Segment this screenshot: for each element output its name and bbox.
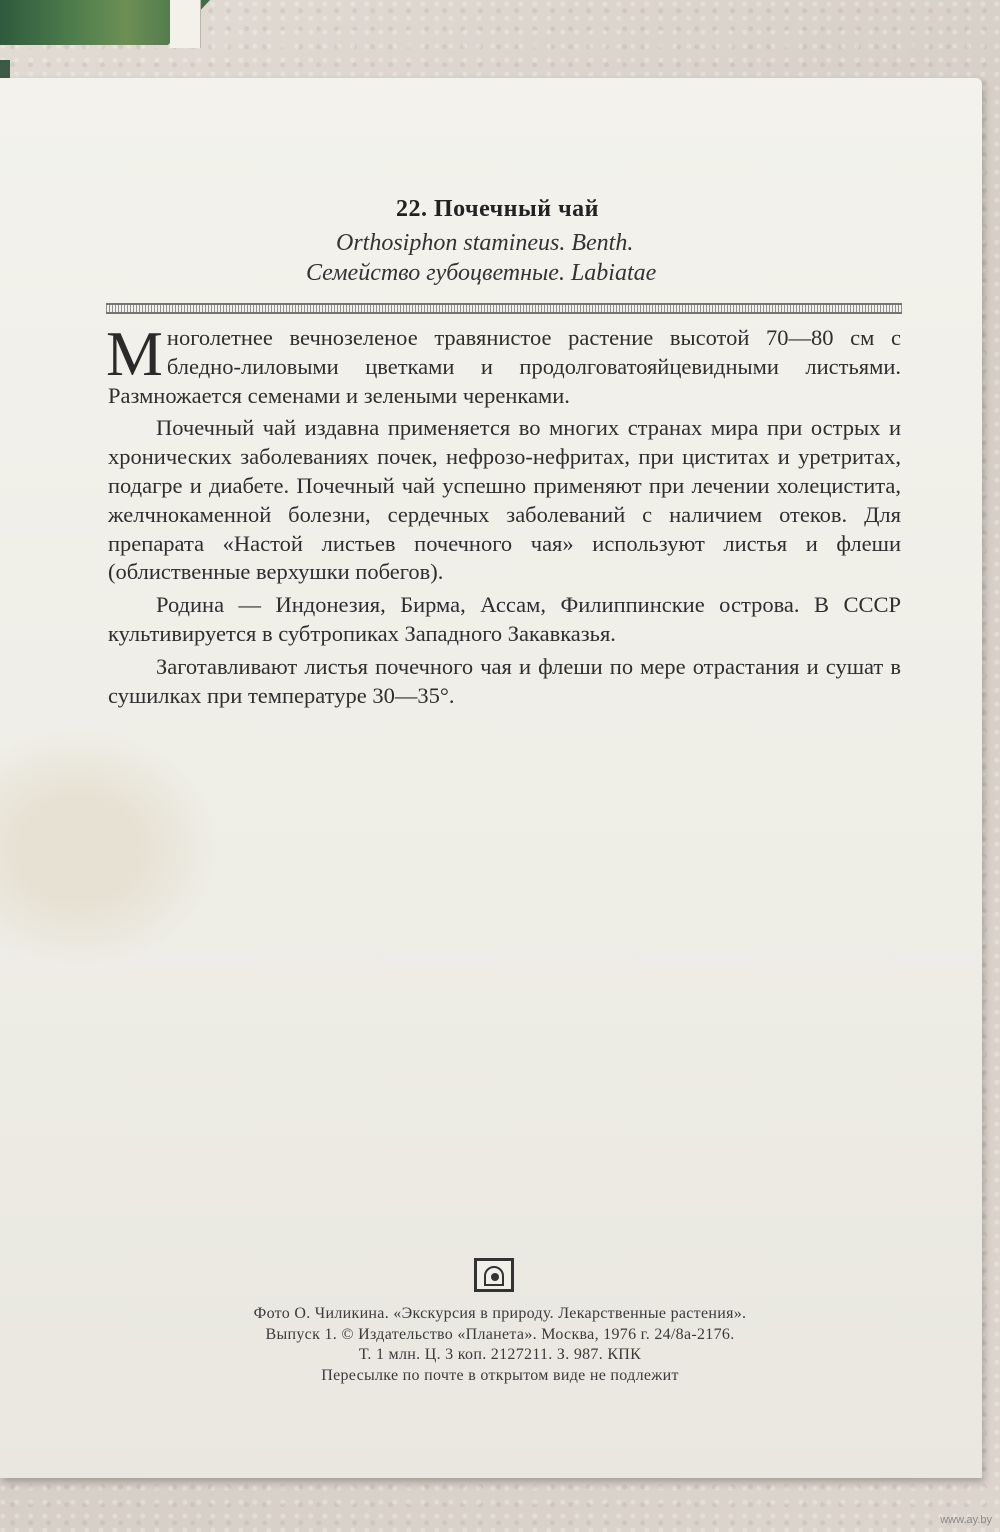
imprint-line: Т. 1 млн. Ц. 3 коп. 2127211. З. 987. КПК: [358, 1346, 642, 1363]
background-postcard-edge: [170, 0, 201, 48]
paragraph-3: Родина — Индонезия, Бирма, Ассам, Филиппинские острова. В СССР культивируется в субтропиках Западного Закавказья.: [108, 592, 901, 646]
imprint-line: Пересылке по почте в открытом виде не подлежит: [321, 1366, 679, 1384]
publisher-logo-icon: [474, 1258, 514, 1292]
imprint-block: [130, 1304, 870, 1386]
imprint-line: Выпуск 1. © Издательство «Планета». Москва, 1976 г. 24/8а-2176.: [265, 1325, 735, 1343]
description-text: [106, 318, 901, 714]
watermark: www.ay.by: [940, 1514, 992, 1526]
latin-name: Orthosiphon stamineus. Benth.: [336, 230, 634, 256]
divider-rule: [106, 303, 902, 314]
card-title: 22. Почечный чай: [396, 196, 599, 222]
imprint-line: Фото О. Чиликина. «Экскурсия в природу. Лекарственные растения».: [253, 1305, 747, 1322]
paragraph-1: Многолетнее вечнозеленое травянистое растение высотой 70—80 см с бледно-лиловыми цветками и продолговатояйцевидными листьями. Размножается семенами и зелеными черенками.: [106, 318, 901, 408]
family-name: Семейство губоцветные. Labiatae: [306, 260, 657, 286]
postcard-back: [0, 78, 982, 1478]
paragraph-2: Почечный чай издавна применяется во многих странах мира при острых и хронических заболеваниях почек, нефрозо-нефритах, при циститах и уретритах, подагре и диабете. Почечный чай успешно применяют при лечении холецистита, желчнокаменной болезни, сердечных заболеваний с наличием отеков. Для препарата «Настой листьев почечного чая» используют листья и флеши (облиственные верхушки побегов).: [108, 415, 901, 585]
drop-cap: М: [106, 318, 163, 389]
paragraph-4: Заготавливают листья почечного чая и флеши по мере отрастания и сушат в сушилках при температуре 30—35°.: [108, 653, 901, 708]
